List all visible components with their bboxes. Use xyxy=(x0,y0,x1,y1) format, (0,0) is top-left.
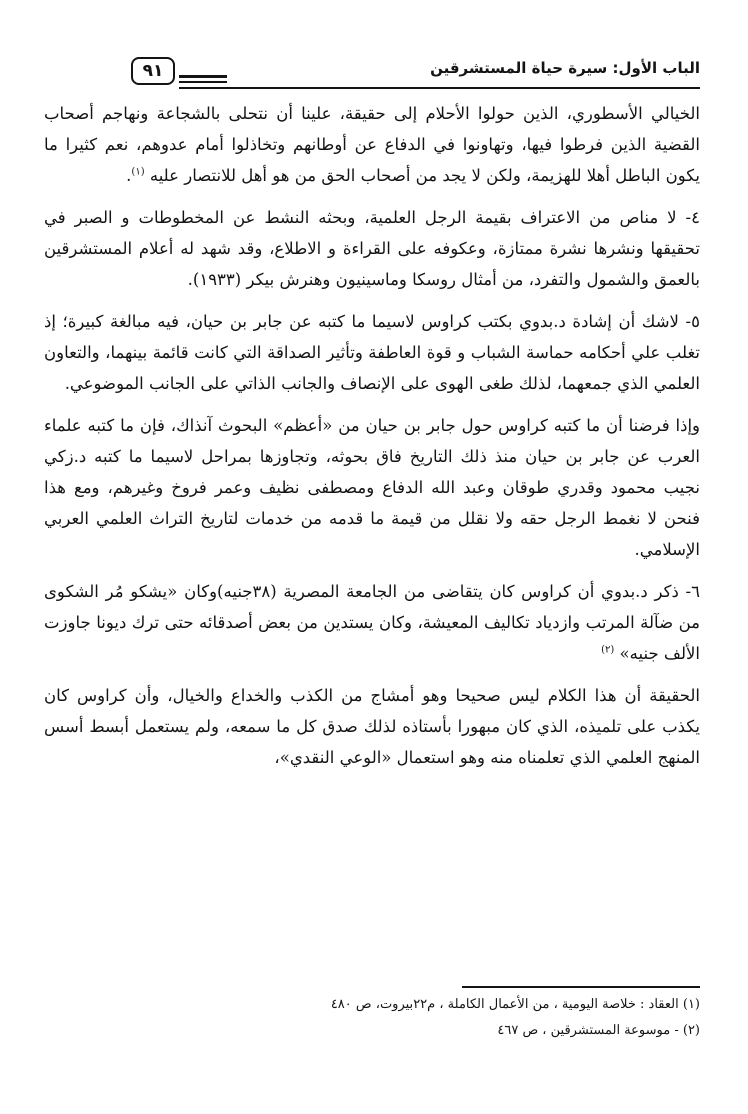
page-number: ٩١ xyxy=(131,57,175,85)
paragraph xyxy=(44,410,700,565)
page-header xyxy=(95,55,700,91)
footnote: (١) العقاد : خلاصة اليومية ، من الأعمال الكاملة ، م٢٢بيروت، ص ٤٨٠ xyxy=(330,997,700,1012)
paragraph xyxy=(44,98,700,191)
paragraph-text: الحقيقة أن هذا الكلام ليس صحيحا وهو أمشاج من الكذب والخداع والخيال، وأن كراوس كان يكذب على تلميذه، الذي كان مبهورا بأستاذه لذلك صدق كل ما سمعه، ولم يستعمل أبسط أسس المنهج العلمي الذي تعلمناه منه وهو استعمال «الوعي النقدي»، xyxy=(44,686,700,767)
body-text xyxy=(44,98,700,784)
paragraph-text: وإذا فرضنا أن ما كتبه كراوس حول جابر بن حيان من «أعظم» البحوث آنذاك، فإن ما كتبه علماء العرب عن جابر بن حيان منذ ذلك التاريخ فاق بحوثه، وتجاوزها بمراحل لاسيما ما كتبه د.زكي نجيب محمود وقدري طوقان وعبد الله الدفاع ومصطفى نظيف وعمر فروخ وغيرهم، ومع هذا فنحن لا نغمط الرجل حقه ولا نقلل من قيمة ما قدمه من خدمات لتاريخ التراث العلمي العربي الإسلامي. xyxy=(44,416,700,559)
footnote-separator xyxy=(462,986,700,988)
header-ornament-bar-thin xyxy=(179,81,227,83)
paragraph xyxy=(44,680,700,773)
paragraph-text: الخيالي الأسطوري، الذين حولوا الأحلام إلى حقيقة، علينا أن نتحلى بالشجاعة ونهاجم أصحاب القضية الذين فرطوا فيها، وتهاونوا في الدفاع عن أوطانهم وتخاذلوا أمام عدوهم، نعم كثيرا ما يكون الباطل أهلا للهزيمة، ولكن لا يجد من أصحاب الحق من هو أهل للانتصار عليه xyxy=(44,104,700,185)
paragraph-text: ٤- لا مناص من الاعتراف بقيمة الرجل العلمية، وبحثه النشط عن المخطوطات و الصبر في تحقيقها ونشرها نشرة ممتازة، وعكوفه على القراءة و الاطلاع، وقد شهد له أعلام المستشرقين بالعمق والشمول والتفرد، من أمثال روسكا وماسينيون وهنرش بيكر (١٩٣٣). xyxy=(44,208,700,289)
paragraph-text: ٦- ذكر د.بدوي أن كراوس كان يتقاضى من الجامعة المصرية (٣٨جنيه)وكان «يشكو مُر الشكوى من ضآلة المرتب وازدياد تكاليف المعيشة، وكان يستدين من بعض أصدقائه حتى ترك ديونا جاوزت الألف جنيه» xyxy=(44,582,700,663)
footnotes xyxy=(140,992,700,1044)
header-ornament-bar xyxy=(179,75,227,78)
header-rule xyxy=(179,87,700,89)
running-title: الباب الأول: سيرة حياة المستشرقين xyxy=(430,59,700,77)
paragraph-tail: . xyxy=(126,166,132,185)
paragraph xyxy=(44,306,700,399)
footnote-ref: (١) xyxy=(131,166,145,178)
paragraph-text: ٥- لاشك أن إشادة د.بدوي بكتب كراوس لاسيما ما كتبه عن جابر بن حيان، فيه مبالغة كبيرة؛ إذ تغلب علي أحكامه حماسة الشباب و قوة العاطفة وتأثير الصداقة التي كانت قائمة بينهما، والتعاون العلمي الذي جمعهما، لذلك طغى الهوى على الإنصاف والجانب الذاتي على الجانب الموضوعي. xyxy=(44,312,700,393)
footnote-ref: (٢) xyxy=(601,644,615,656)
paragraph xyxy=(44,202,700,295)
paragraph xyxy=(44,576,700,669)
footnote: (٢) - موسوعة المستشرقين ، ص ٤٦٧ xyxy=(497,1023,700,1038)
